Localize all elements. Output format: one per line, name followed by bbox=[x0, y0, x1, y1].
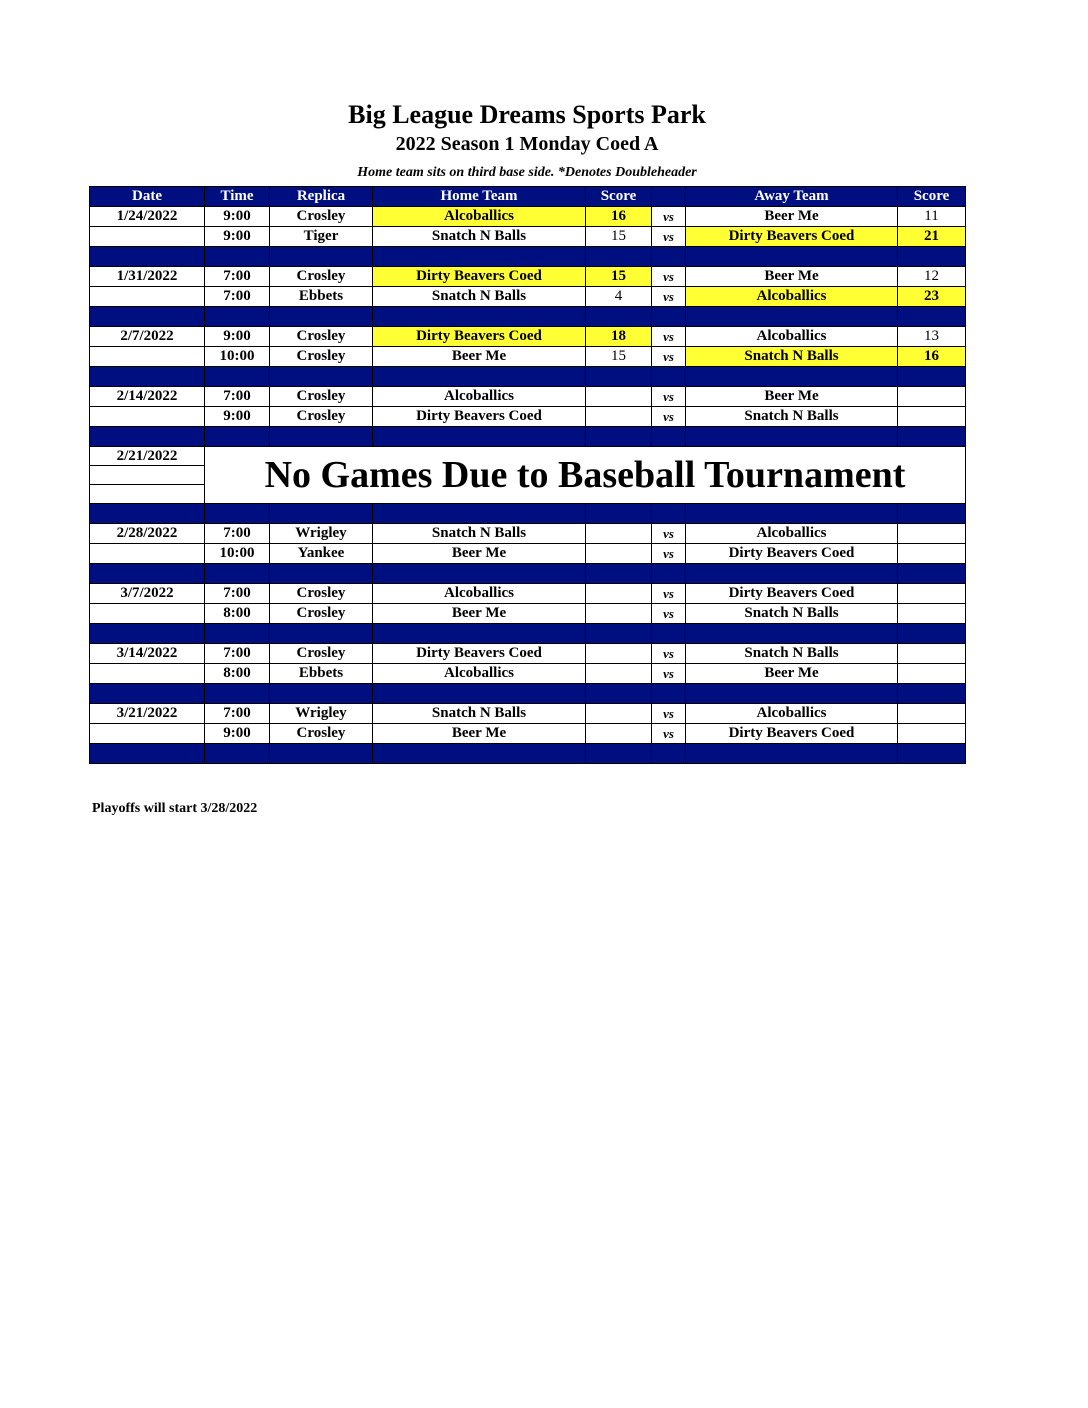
separator-cell bbox=[898, 624, 966, 644]
replica-cell: Crosley bbox=[270, 207, 373, 227]
away-score-cell: 11 bbox=[898, 207, 966, 227]
home-score-cell bbox=[586, 584, 652, 604]
game-row bbox=[90, 207, 966, 227]
separator-cell bbox=[205, 367, 270, 387]
playoffs-note: Playoffs will start 3/28/2022 bbox=[92, 801, 258, 816]
home-score-cell bbox=[586, 664, 652, 684]
away-score-cell: 21 bbox=[898, 227, 966, 247]
separator-cell bbox=[205, 504, 270, 524]
game-row bbox=[90, 644, 966, 664]
home-team-cell: Alcoballics bbox=[373, 207, 586, 227]
time-cell: 9:00 bbox=[205, 724, 270, 744]
replica-cell: Crosley bbox=[270, 267, 373, 287]
separator-cell bbox=[652, 684, 686, 704]
game-row bbox=[90, 287, 966, 307]
separator-cell bbox=[373, 504, 586, 524]
vs-cell: vs bbox=[652, 524, 686, 544]
separator-cell bbox=[652, 307, 686, 327]
away-team-cell: Alcoballics bbox=[686, 327, 898, 347]
separator-cell bbox=[270, 247, 373, 267]
vs-cell: vs bbox=[652, 387, 686, 407]
separator-cell bbox=[652, 247, 686, 267]
schedule-body bbox=[90, 187, 966, 764]
separator-cell bbox=[586, 367, 652, 387]
date-cell: 2/28/2022 bbox=[90, 524, 205, 544]
replica-cell: Ebbets bbox=[270, 664, 373, 684]
away-score-cell: 13 bbox=[898, 327, 966, 347]
away-team-cell: Snatch N Balls bbox=[686, 604, 898, 624]
separator-cell bbox=[652, 504, 686, 524]
separator-cell bbox=[373, 744, 586, 764]
away-team-cell: Dirty Beavers Coed bbox=[686, 544, 898, 564]
game-row bbox=[90, 604, 966, 624]
time-cell: 9:00 bbox=[205, 327, 270, 347]
home-team-cell: Snatch N Balls bbox=[373, 287, 586, 307]
separator-cell bbox=[90, 504, 205, 524]
home-team-cell: Alcoballics bbox=[373, 387, 586, 407]
date-cell: 3/7/2022 bbox=[90, 584, 205, 604]
replica-cell: Wrigley bbox=[270, 524, 373, 544]
time-cell: 8:00 bbox=[205, 604, 270, 624]
date-cell: 2/21/2022 bbox=[90, 447, 205, 466]
separator-cell bbox=[898, 744, 966, 764]
date-cell: 1/31/2022 bbox=[90, 267, 205, 287]
home-score-cell bbox=[586, 604, 652, 624]
vs-cell: vs bbox=[652, 584, 686, 604]
separator-cell bbox=[586, 504, 652, 524]
game-row bbox=[90, 327, 966, 347]
vs-cell: vs bbox=[652, 704, 686, 724]
vs-cell: vs bbox=[652, 347, 686, 367]
separator-cell bbox=[205, 744, 270, 764]
separator-cell bbox=[205, 624, 270, 644]
away-score-cell: 16 bbox=[898, 347, 966, 367]
game-row bbox=[90, 704, 966, 724]
separator-row bbox=[90, 504, 966, 524]
separator-cell bbox=[270, 307, 373, 327]
separator-cell bbox=[373, 307, 586, 327]
col-header-away-team: Away Team bbox=[686, 187, 898, 207]
separator-cell bbox=[270, 504, 373, 524]
time-cell: 9:00 bbox=[205, 207, 270, 227]
home-score-cell: 16 bbox=[586, 207, 652, 227]
away-team-cell: Alcoballics bbox=[686, 704, 898, 724]
away-score-cell bbox=[898, 664, 966, 684]
time-cell: 7:00 bbox=[205, 287, 270, 307]
separator-cell bbox=[270, 744, 373, 764]
separator-row bbox=[90, 564, 966, 584]
away-score-cell bbox=[898, 524, 966, 544]
home-score-cell bbox=[586, 704, 652, 724]
date-cell bbox=[90, 604, 205, 624]
date-cell: 2/7/2022 bbox=[90, 327, 205, 347]
replica-cell: Crosley bbox=[270, 347, 373, 367]
vs-cell: vs bbox=[652, 644, 686, 664]
home-score-cell: 4 bbox=[586, 287, 652, 307]
separator-row bbox=[90, 427, 966, 447]
separator-cell bbox=[898, 504, 966, 524]
home-score-cell: 15 bbox=[586, 227, 652, 247]
separator-cell bbox=[90, 427, 205, 447]
home-score-cell bbox=[586, 387, 652, 407]
away-team-cell: Alcoballics bbox=[686, 524, 898, 544]
away-team-cell: Dirty Beavers Coed bbox=[686, 724, 898, 744]
date-cell bbox=[90, 724, 205, 744]
separator-row bbox=[90, 307, 966, 327]
away-team-cell: Beer Me bbox=[686, 664, 898, 684]
no-games-notice: No Games Due to Baseball Tournament bbox=[205, 447, 966, 504]
separator-cell bbox=[270, 684, 373, 704]
home-team-cell: Snatch N Balls bbox=[373, 704, 586, 724]
col-header-time: Time bbox=[205, 187, 270, 207]
separator-row bbox=[90, 624, 966, 644]
schedule-note: Home team sits on third base side. *Denotes Doubleheader bbox=[357, 165, 697, 180]
away-score-cell: 23 bbox=[898, 287, 966, 307]
replica-cell: Crosley bbox=[270, 407, 373, 427]
home-score-cell bbox=[586, 724, 652, 744]
away-score-cell bbox=[898, 644, 966, 664]
replica-cell: Crosley bbox=[270, 387, 373, 407]
time-cell: 7:00 bbox=[205, 267, 270, 287]
separator-cell bbox=[205, 427, 270, 447]
separator-cell bbox=[898, 367, 966, 387]
replica-cell: Wrigley bbox=[270, 704, 373, 724]
away-score-cell bbox=[898, 387, 966, 407]
separator-cell bbox=[205, 684, 270, 704]
home-team-cell: Beer Me bbox=[373, 604, 586, 624]
home-score-cell bbox=[586, 644, 652, 664]
date-cell: 3/21/2022 bbox=[90, 704, 205, 724]
separator-cell bbox=[686, 367, 898, 387]
away-score-cell bbox=[898, 544, 966, 564]
away-team-cell: Snatch N Balls bbox=[686, 347, 898, 367]
separator-cell bbox=[652, 367, 686, 387]
separator-cell bbox=[686, 684, 898, 704]
game-row bbox=[90, 664, 966, 684]
date-cell: 3/14/2022 bbox=[90, 644, 205, 664]
game-row bbox=[90, 407, 966, 427]
game-row bbox=[90, 524, 966, 544]
away-score-cell bbox=[898, 704, 966, 724]
time-cell: 10:00 bbox=[205, 544, 270, 564]
time-cell: 7:00 bbox=[205, 524, 270, 544]
home-team-cell: Dirty Beavers Coed bbox=[373, 327, 586, 347]
home-team-cell: Beer Me bbox=[373, 347, 586, 367]
vs-cell: vs bbox=[652, 664, 686, 684]
separator-cell bbox=[90, 367, 205, 387]
replica-cell: Crosley bbox=[270, 724, 373, 744]
home-team-cell: Snatch N Balls bbox=[373, 524, 586, 544]
separator-cell bbox=[373, 427, 586, 447]
separator-cell bbox=[652, 744, 686, 764]
away-team-cell: Beer Me bbox=[686, 207, 898, 227]
separator-cell bbox=[586, 564, 652, 584]
empty-date-cell bbox=[90, 466, 205, 485]
time-cell: 8:00 bbox=[205, 664, 270, 684]
vs-cell: vs bbox=[652, 604, 686, 624]
separator-cell bbox=[205, 564, 270, 584]
separator-cell bbox=[686, 624, 898, 644]
home-score-cell bbox=[586, 407, 652, 427]
col-header-away-score: Score bbox=[898, 187, 966, 207]
home-team-cell: Beer Me bbox=[373, 724, 586, 744]
vs-cell: vs bbox=[652, 227, 686, 247]
date-cell: 1/24/2022 bbox=[90, 207, 205, 227]
away-score-cell bbox=[898, 604, 966, 624]
col-header-home-score: Score bbox=[586, 187, 652, 207]
home-score-cell: 18 bbox=[586, 327, 652, 347]
replica-cell: Ebbets bbox=[270, 287, 373, 307]
separator-cell bbox=[373, 367, 586, 387]
vs-cell: vs bbox=[652, 267, 686, 287]
separator-cell bbox=[373, 624, 586, 644]
separator-row bbox=[90, 684, 966, 704]
date-cell bbox=[90, 347, 205, 367]
home-team-cell: Dirty Beavers Coed bbox=[373, 267, 586, 287]
away-score-cell: 12 bbox=[898, 267, 966, 287]
separator-cell bbox=[270, 624, 373, 644]
home-score-cell bbox=[586, 544, 652, 564]
separator-row bbox=[90, 247, 966, 267]
separator-cell bbox=[270, 564, 373, 584]
game-row bbox=[90, 544, 966, 564]
time-cell: 7:00 bbox=[205, 644, 270, 664]
home-team-cell: Alcoballics bbox=[373, 584, 586, 604]
replica-cell: Tiger bbox=[270, 227, 373, 247]
schedule-table bbox=[89, 186, 966, 764]
game-row bbox=[90, 267, 966, 287]
separator-cell bbox=[652, 564, 686, 584]
date-cell bbox=[90, 544, 205, 564]
separator-cell bbox=[90, 307, 205, 327]
col-header-home-team: Home Team bbox=[373, 187, 586, 207]
home-team-cell: Dirty Beavers Coed bbox=[373, 644, 586, 664]
separator-cell bbox=[373, 684, 586, 704]
separator-cell bbox=[898, 247, 966, 267]
vs-cell: vs bbox=[652, 287, 686, 307]
replica-cell: Crosley bbox=[270, 644, 373, 664]
time-cell: 9:00 bbox=[205, 407, 270, 427]
separator-cell bbox=[270, 367, 373, 387]
page-title: Big League Dreams Sports Park bbox=[348, 100, 706, 129]
replica-cell: Crosley bbox=[270, 327, 373, 347]
separator-cell bbox=[686, 307, 898, 327]
away-team-cell: Alcoballics bbox=[686, 287, 898, 307]
vs-cell: vs bbox=[652, 207, 686, 227]
home-team-cell: Alcoballics bbox=[373, 664, 586, 684]
game-row bbox=[90, 387, 966, 407]
time-cell: 7:00 bbox=[205, 584, 270, 604]
separator-cell bbox=[586, 684, 652, 704]
separator-cell bbox=[652, 427, 686, 447]
separator-cell bbox=[205, 247, 270, 267]
away-team-cell: Snatch N Balls bbox=[686, 407, 898, 427]
time-cell: 7:00 bbox=[205, 704, 270, 724]
col-header-vs bbox=[652, 187, 686, 207]
separator-cell bbox=[652, 624, 686, 644]
separator-cell bbox=[586, 624, 652, 644]
separator-cell bbox=[898, 427, 966, 447]
time-cell: 10:00 bbox=[205, 347, 270, 367]
separator-cell bbox=[270, 427, 373, 447]
separator-cell bbox=[90, 624, 205, 644]
vs-cell: vs bbox=[652, 407, 686, 427]
home-score-cell bbox=[586, 524, 652, 544]
away-team-cell: Snatch N Balls bbox=[686, 644, 898, 664]
game-row bbox=[90, 724, 966, 744]
separator-cell bbox=[90, 564, 205, 584]
vs-cell: vs bbox=[652, 327, 686, 347]
game-row bbox=[90, 347, 966, 367]
away-team-cell: Dirty Beavers Coed bbox=[686, 584, 898, 604]
page-subtitle: 2022 Season 1 Monday Coed A bbox=[395, 133, 659, 155]
header-row bbox=[90, 187, 966, 207]
vs-cell: vs bbox=[652, 724, 686, 744]
replica-cell: Crosley bbox=[270, 584, 373, 604]
game-row bbox=[90, 227, 966, 247]
time-cell: 9:00 bbox=[205, 227, 270, 247]
date-cell bbox=[90, 407, 205, 427]
away-score-cell bbox=[898, 407, 966, 427]
separator-cell bbox=[898, 684, 966, 704]
vs-cell: vs bbox=[652, 544, 686, 564]
separator-cell bbox=[686, 744, 898, 764]
col-header-replica: Replica bbox=[270, 187, 373, 207]
away-team-cell: Beer Me bbox=[686, 267, 898, 287]
separator-cell bbox=[686, 564, 898, 584]
separator-row bbox=[90, 744, 966, 764]
replica-cell: Yankee bbox=[270, 544, 373, 564]
separator-cell bbox=[586, 247, 652, 267]
separator-cell bbox=[90, 744, 205, 764]
no-games-row bbox=[90, 447, 966, 466]
game-row bbox=[90, 584, 966, 604]
separator-cell bbox=[90, 247, 205, 267]
home-team-cell: Dirty Beavers Coed bbox=[373, 407, 586, 427]
empty-date-cell bbox=[90, 485, 205, 504]
separator-cell bbox=[90, 684, 205, 704]
separator-cell bbox=[586, 307, 652, 327]
separator-cell bbox=[686, 247, 898, 267]
away-score-cell bbox=[898, 584, 966, 604]
col-header-date: Date bbox=[90, 187, 205, 207]
date-cell bbox=[90, 227, 205, 247]
separator-cell bbox=[373, 564, 586, 584]
separator-row bbox=[90, 367, 966, 387]
separator-cell bbox=[205, 307, 270, 327]
date-cell bbox=[90, 287, 205, 307]
time-cell: 7:00 bbox=[205, 387, 270, 407]
away-score-cell bbox=[898, 724, 966, 744]
replica-cell: Crosley bbox=[270, 604, 373, 624]
separator-cell bbox=[686, 504, 898, 524]
home-team-cell: Snatch N Balls bbox=[373, 227, 586, 247]
separator-cell bbox=[373, 247, 586, 267]
separator-cell bbox=[686, 427, 898, 447]
date-cell: 2/14/2022 bbox=[90, 387, 205, 407]
separator-cell bbox=[898, 307, 966, 327]
date-cell bbox=[90, 664, 205, 684]
home-score-cell: 15 bbox=[586, 267, 652, 287]
separator-cell bbox=[586, 744, 652, 764]
separator-cell bbox=[586, 427, 652, 447]
separator-cell bbox=[898, 564, 966, 584]
home-team-cell: Beer Me bbox=[373, 544, 586, 564]
home-score-cell: 15 bbox=[586, 347, 652, 367]
away-team-cell: Beer Me bbox=[686, 387, 898, 407]
away-team-cell: Dirty Beavers Coed bbox=[686, 227, 898, 247]
